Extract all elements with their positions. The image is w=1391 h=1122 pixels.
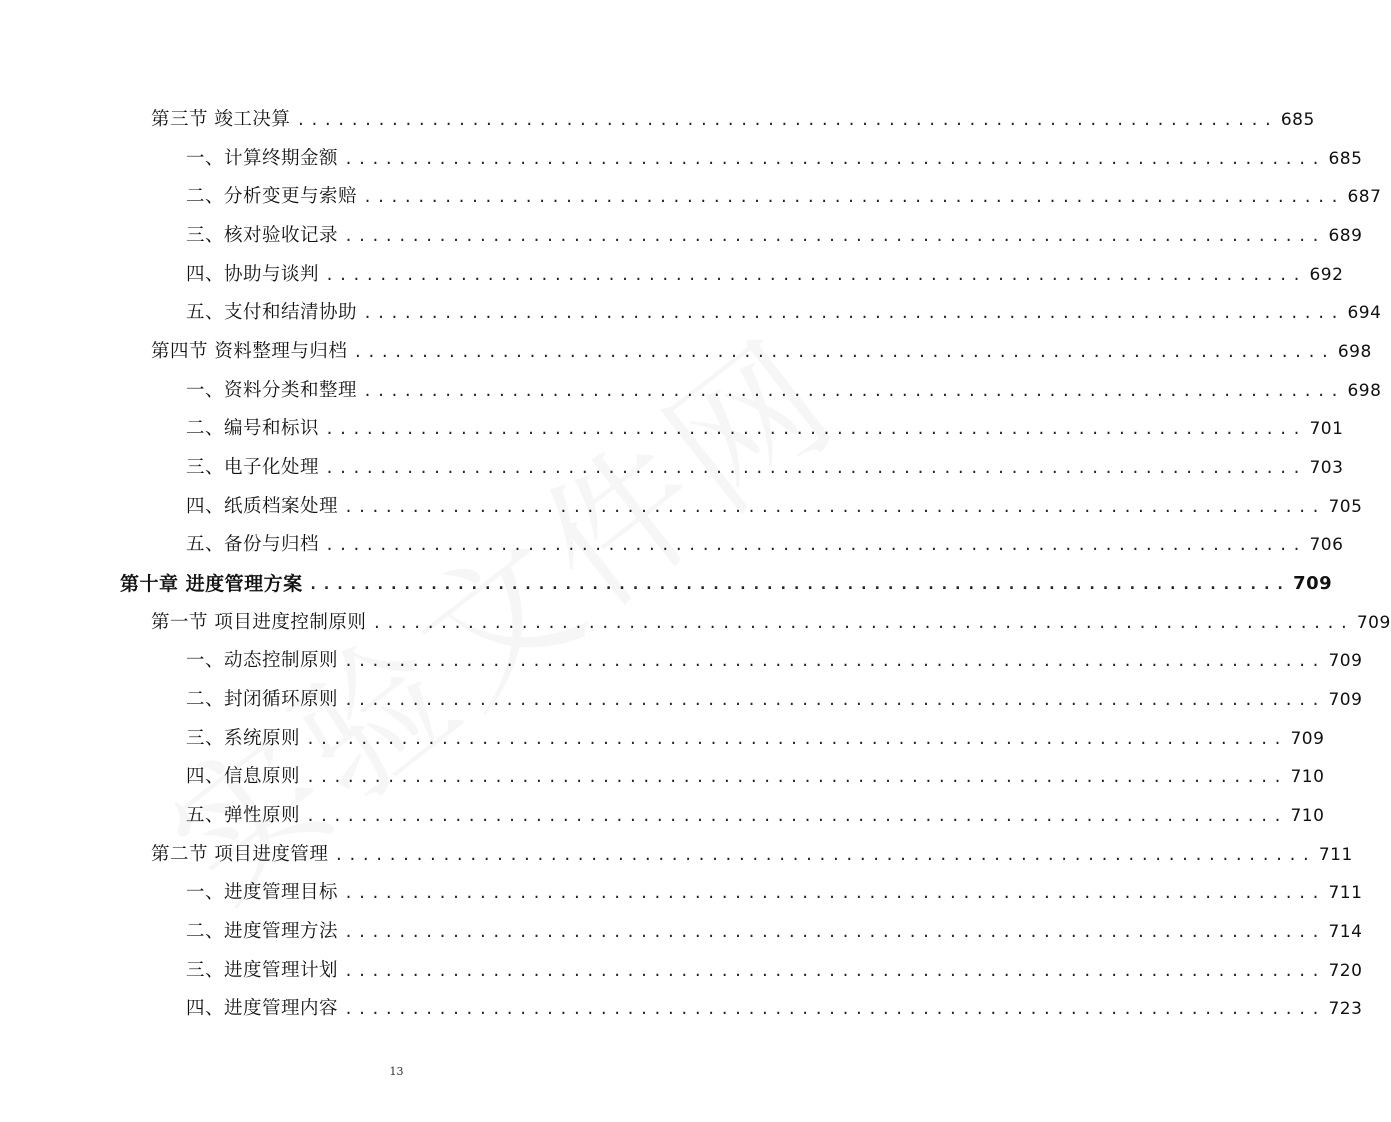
- toc-entry-page: 709: [1356, 613, 1391, 633]
- toc-entry-label: 四、纸质档案处理: [186, 496, 339, 517]
- toc-entry[interactable]: [186, 414, 1344, 444]
- dot-leader: .........................................................................: [344, 498, 1325, 516]
- dot-leader: .........................................................................: [306, 768, 1287, 786]
- toc-entry-page: 711: [1328, 883, 1363, 903]
- dot-leader: .........................................................................: [363, 188, 1344, 206]
- toc-entry-label: 三、核对验收记录: [186, 225, 339, 246]
- dot-leader: .........................................................................: [344, 962, 1325, 980]
- toc-entry-page: 701: [1309, 419, 1344, 439]
- dot-leader: .........................................................................: [306, 807, 1287, 825]
- page-number: 13: [389, 1065, 404, 1078]
- toc-entry[interactable]: [186, 956, 1363, 986]
- toc-entry-label: 第十章 进度管理方案: [120, 573, 303, 595]
- toc-entry[interactable]: [151, 840, 1353, 870]
- toc-entry[interactable]: [186, 221, 1363, 251]
- toc-entry[interactable]: [186, 298, 1382, 328]
- toc-entry-label: 二、进度管理方法: [186, 921, 339, 942]
- toc-entry[interactable]: [186, 878, 1363, 908]
- dot-leader: .........................................................................: [363, 382, 1344, 400]
- toc-entry[interactable]: [186, 685, 1363, 715]
- toc-entry-label: 第三节 竣工决算: [151, 109, 291, 130]
- toc-entry-page: 709: [1328, 690, 1363, 710]
- toc-entry[interactable]: [186, 260, 1344, 290]
- toc-entry-page: 711: [1318, 845, 1353, 865]
- toc-entry-page: 714: [1328, 922, 1363, 942]
- toc-entry[interactable]: [186, 453, 1344, 483]
- toc-entry[interactable]: [186, 801, 1325, 831]
- dot-leader: .........................................................................: [344, 227, 1325, 245]
- dot-leader: .........................................................................: [325, 536, 1306, 554]
- dot-leader: .........................................................................: [344, 1000, 1325, 1018]
- toc-entry[interactable]: [186, 762, 1325, 792]
- toc-entry-label: 第四节 资料整理与归档: [151, 341, 348, 362]
- toc-entry[interactable]: [186, 917, 1363, 947]
- toc-entry-page: 687: [1347, 187, 1382, 207]
- toc-entry[interactable]: [151, 608, 1391, 638]
- dot-leader: .........................................................................: [344, 884, 1325, 902]
- toc-entry-page: 709: [1290, 729, 1325, 749]
- dot-leader: .........................................................................: [325, 420, 1306, 438]
- toc-entry-page: 698: [1337, 342, 1372, 362]
- toc-entry-page: 692: [1309, 265, 1344, 285]
- toc-entry-label: 四、协助与谈判: [186, 264, 320, 285]
- toc-entry-label: 三、进度管理计划: [186, 960, 339, 981]
- toc-entry-label: 一、计算终期金额: [186, 148, 339, 169]
- toc-entry-label: 一、资料分类和整理: [186, 380, 358, 401]
- dot-leader: .........................................................................: [325, 459, 1306, 477]
- toc-entry[interactable]: [186, 144, 1363, 174]
- toc-entry[interactable]: [151, 105, 1315, 135]
- toc-entry-label: 第二节 项目进度管理: [151, 844, 329, 865]
- toc-entry-page: 703: [1309, 458, 1344, 478]
- dot-leader: .........................................................................: [344, 150, 1325, 168]
- dot-leader: .........................................................................: [306, 730, 1287, 748]
- toc-entry-page: 709: [1293, 573, 1333, 594]
- dot-leader: .........................................................................: [296, 111, 1277, 129]
- toc-entry[interactable]: [186, 994, 1363, 1024]
- toc-entry-page: 705: [1328, 497, 1363, 517]
- toc-entry-page: 710: [1290, 806, 1325, 826]
- toc-entry-label: 三、系统原则: [186, 728, 301, 749]
- toc-entry-label: 二、编号和标识: [186, 418, 320, 439]
- toc-entry-label: 二、分析变更与索赔: [186, 186, 358, 207]
- dot-leader: .........................................................................: [308, 575, 1290, 593]
- dot-leader: .........................................................................: [353, 343, 1334, 361]
- toc-entry-page: 689: [1328, 226, 1363, 246]
- toc-chapter-entry[interactable]: [120, 569, 1333, 599]
- toc-entry-label: 一、动态控制原则: [186, 650, 339, 671]
- toc-entry-page: 706: [1309, 535, 1344, 555]
- dot-leader: .........................................................................: [363, 304, 1344, 322]
- toc-entry-label: 第一节 项目进度控制原则: [151, 612, 367, 633]
- toc-entry-label: 四、信息原则: [186, 766, 301, 787]
- toc-entry-page: 723: [1328, 999, 1363, 1019]
- toc-entry-label: 五、备份与归档: [186, 534, 320, 555]
- toc-entry[interactable]: [186, 492, 1363, 522]
- toc-entry-page: 694: [1347, 303, 1382, 323]
- dot-leader: .........................................................................: [344, 691, 1325, 709]
- toc-entry-label: 五、弹性原则: [186, 805, 301, 826]
- toc-entry[interactable]: [186, 376, 1382, 406]
- toc-entry-page: 685: [1328, 149, 1363, 169]
- toc-entry[interactable]: [186, 530, 1344, 560]
- toc-entry-label: 二、封闭循环原则: [186, 689, 339, 710]
- toc-entry[interactable]: [186, 724, 1325, 754]
- toc-entry-page: 710: [1290, 767, 1325, 787]
- toc-entry[interactable]: [186, 182, 1382, 212]
- toc-entry-page: 720: [1328, 961, 1363, 981]
- dot-leader: .........................................................................: [344, 652, 1325, 670]
- dot-leader: .........................................................................: [344, 923, 1325, 941]
- toc-entry[interactable]: [186, 646, 1363, 676]
- toc-entry-page: 709: [1328, 651, 1363, 671]
- dot-leader: .........................................................................: [372, 614, 1353, 632]
- toc-entry-label: 三、电子化处理: [186, 457, 320, 478]
- dot-leader: .........................................................................: [325, 266, 1306, 284]
- toc-entry-page: 698: [1347, 381, 1382, 401]
- toc-entry-label: 四、进度管理内容: [186, 998, 339, 1019]
- dot-leader: .........................................................................: [334, 846, 1315, 864]
- toc-entry-label: 五、支付和结清协助: [186, 302, 358, 323]
- toc-entry-label: 一、进度管理目标: [186, 882, 339, 903]
- toc-entry-page: 685: [1280, 110, 1315, 130]
- toc-entry[interactable]: [151, 337, 1372, 367]
